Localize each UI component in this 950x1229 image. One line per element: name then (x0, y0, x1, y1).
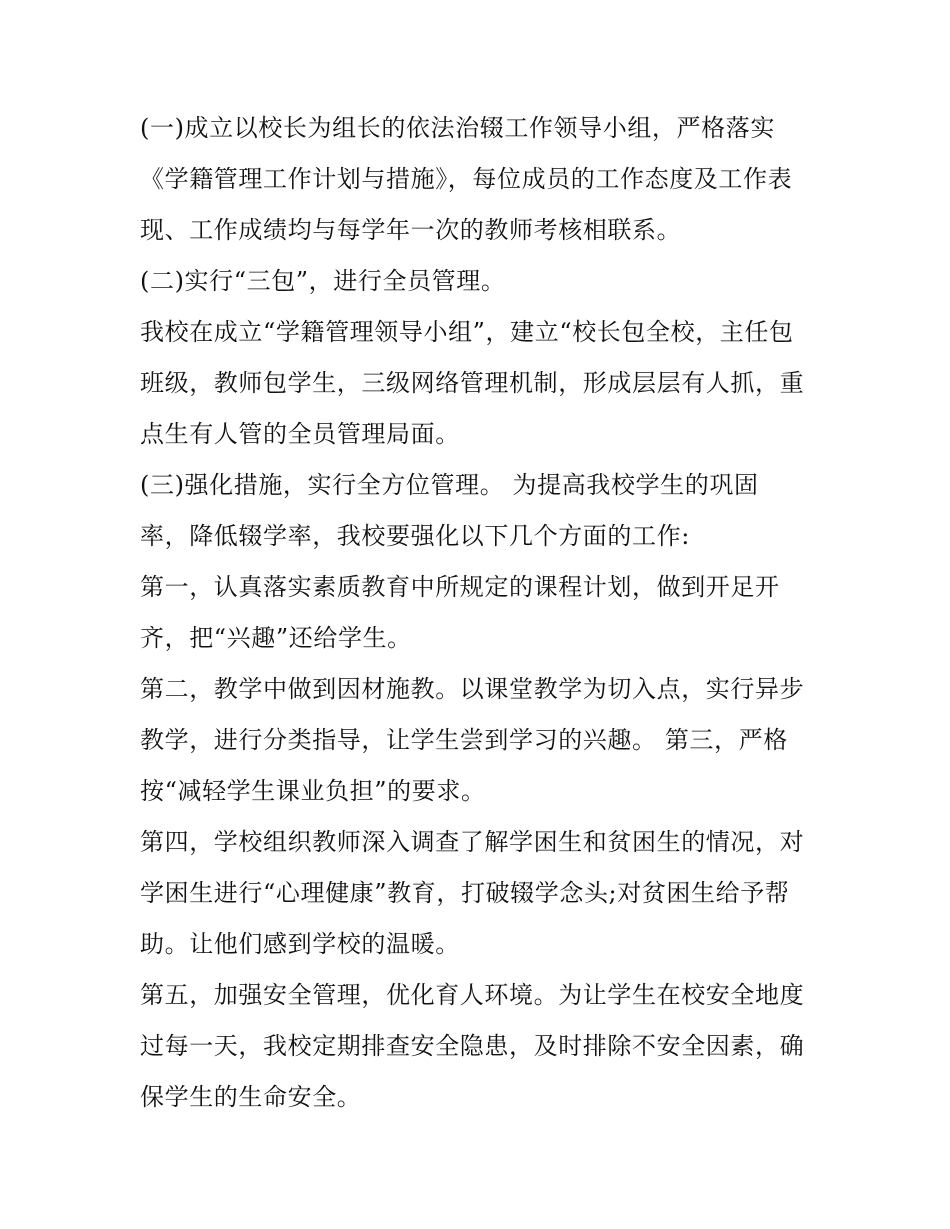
text-line: 率，降低辍学率，我校要强化以下几个方面的工作: (140, 522, 690, 550)
text-line: 我校在成立“学籍管理领导小组”，建立“校长包全校，主任包 (140, 318, 794, 346)
text-line: (二)实行“三包”，进行全员管理。 (140, 267, 506, 295)
text-line: 学困生进行“心理健康”教育，打破辍学念头;对贫困生给予帮 (140, 879, 790, 907)
text-line: 现、工作成绩均与每学年一次的教师考核相联系。 (140, 216, 682, 244)
text-line: 《学籍管理工作计划与措施》，每位成员的工作态度及工作表 (140, 165, 793, 193)
text-line: 助。让他们感到学校的温暖。 (140, 930, 460, 958)
text-line: 点生有人管的全员管理局面。 (140, 420, 460, 448)
text-line: (一)成立以校长为组长的依法治辍工作领导小组，严格落实 (140, 114, 775, 142)
document-body (140, 103, 820, 1123)
text-line: 教学，进行分类指导，让学生尝到学习的兴趣。 第三，严格 (140, 726, 788, 754)
text-line: 第一，认真落实素质教育中所规定的课程计划，做到开足开 (140, 573, 780, 601)
text-line: 齐，把“兴趣”还给学生。 (140, 624, 412, 652)
text-line: (三)强化措施，实行全方位管理。 为提高我校学生的巩固 (140, 471, 759, 499)
text-line: 按“减轻学生课业负担”的要求。 (140, 777, 486, 805)
text-line: 第四，学校组织教师深入调查了解学困生和贫困生的情况，对 (140, 828, 805, 856)
text-line: 保学生的生命安全。 (140, 1083, 362, 1111)
text-line: 第二，教学中做到因材施教。以课堂教学为切入点，实行异步 (140, 675, 805, 703)
text-line: 第五，加强安全管理，优化育人环境。为让学生在校安全地度 (140, 981, 805, 1009)
text-line: 班级，教师包学生，三级网络管理机制，形成层层有人抓，重 (140, 369, 805, 397)
text-line: 过每一天，我校定期排查安全隐患，及时排除不安全因素，确 (140, 1032, 805, 1060)
